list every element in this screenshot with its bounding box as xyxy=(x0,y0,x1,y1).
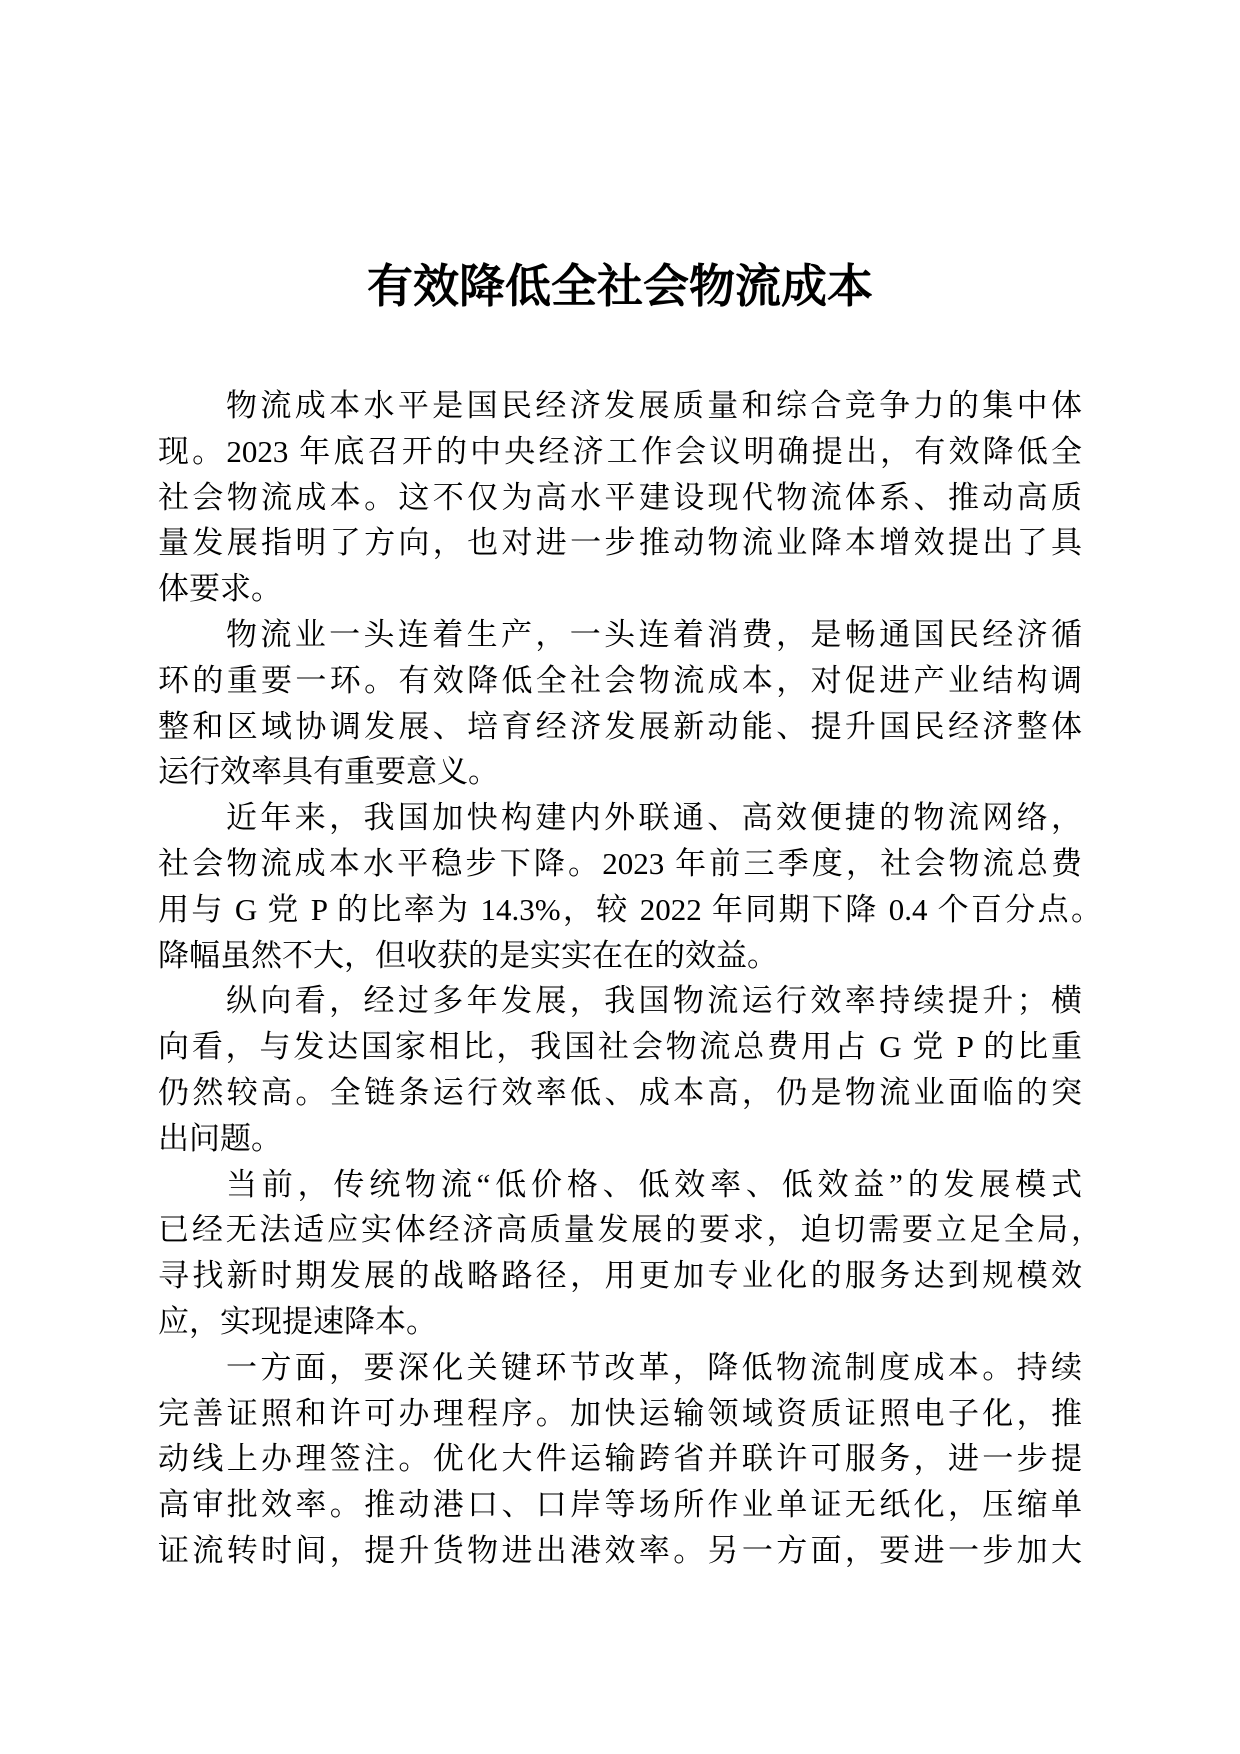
text-line: 社会物流成本水平稳步下降。2023 年前三季度，社会物流总费 xyxy=(158,845,1082,881)
paragraph xyxy=(158,978,1082,1161)
paragraph xyxy=(158,1345,1082,1574)
text-line: 体要求。 xyxy=(158,571,282,607)
text-line: 环的重要一环。有效降低全社会物流成本，对促进产业结构调 xyxy=(158,662,1082,698)
document-body xyxy=(158,383,1102,1574)
text-line: 高审批效率。推动港口、口岸等场所作业单证无纸化，压缩单 xyxy=(158,1487,1082,1523)
text-line: 应，实现提速降本。 xyxy=(158,1303,437,1339)
text-line: 运行效率具有重要意义。 xyxy=(158,754,499,790)
text-line: 近年来，我国加快构建内外联通、高效便捷的物流网络， xyxy=(226,800,1082,836)
text-line: 用与 G 党 P 的比率为 14.3%，较 2022 年同期下降 0.4 个百分点。 xyxy=(158,891,1102,927)
text-line: 出问题。 xyxy=(158,1120,282,1156)
text-line: 物流业一头连着生产，一头连着消费，是畅通国民经济循 xyxy=(226,616,1082,652)
document-title: 有效降低全社会物流成本 xyxy=(367,261,873,312)
text-line: 纵向看，经过多年发展，我国物流运行效率持续提升；横 xyxy=(226,983,1082,1019)
text-line: 一方面，要深化关键环节改革，降低物流制度成本。持续 xyxy=(226,1349,1082,1385)
text-line: 向看，与发达国家相比，我国社会物流总费用占 G 党 P 的比重 xyxy=(158,1029,1082,1065)
text-line: 当前，传统物流“低价格、低效率、低效益”的发展模式 xyxy=(226,1166,1082,1202)
paragraph xyxy=(158,612,1082,795)
text-line: 量发展指明了方向，也对进一步推动物流业降本增效提出了具 xyxy=(158,525,1082,561)
text-line: 现。2023 年底召开的中央经济工作会议明确提出，有效降低全 xyxy=(158,433,1082,469)
text-line: 仍然较高。全链条运行效率低、成本高，仍是物流业面临的突 xyxy=(158,1074,1082,1110)
paragraph xyxy=(158,1162,1102,1345)
paragraph xyxy=(158,795,1102,978)
text-line: 已经无法适应实体经济高质量发展的要求，迫切需要立足全局， xyxy=(158,1212,1102,1248)
paragraph xyxy=(158,383,1082,612)
text-line: 完善证照和许可办理程序。加快运输领域资质证照电子化，推 xyxy=(158,1395,1082,1431)
text-line: 寻找新时期发展的战略路径，用更加专业化的服务达到规模效 xyxy=(158,1258,1082,1294)
text-line: 降幅虽然不大，但收获的是实实在在的效益。 xyxy=(158,937,778,973)
text-line: 整和区域协调发展、培育经济发展新动能、提升国民经济整体 xyxy=(158,708,1082,744)
text-line: 社会物流成本。这不仅为高水平建设现代物流体系、推动高质 xyxy=(158,479,1082,515)
text-line: 动线上办理签注。优化大件运输跨省并联许可服务，进一步提 xyxy=(158,1441,1082,1477)
text-line: 证流转时间，提升货物进出港效率。另一方面，要进一步加大 xyxy=(158,1532,1082,1568)
text-line: 物流成本水平是国民经济发展质量和综合竞争力的集中体 xyxy=(226,388,1082,423)
